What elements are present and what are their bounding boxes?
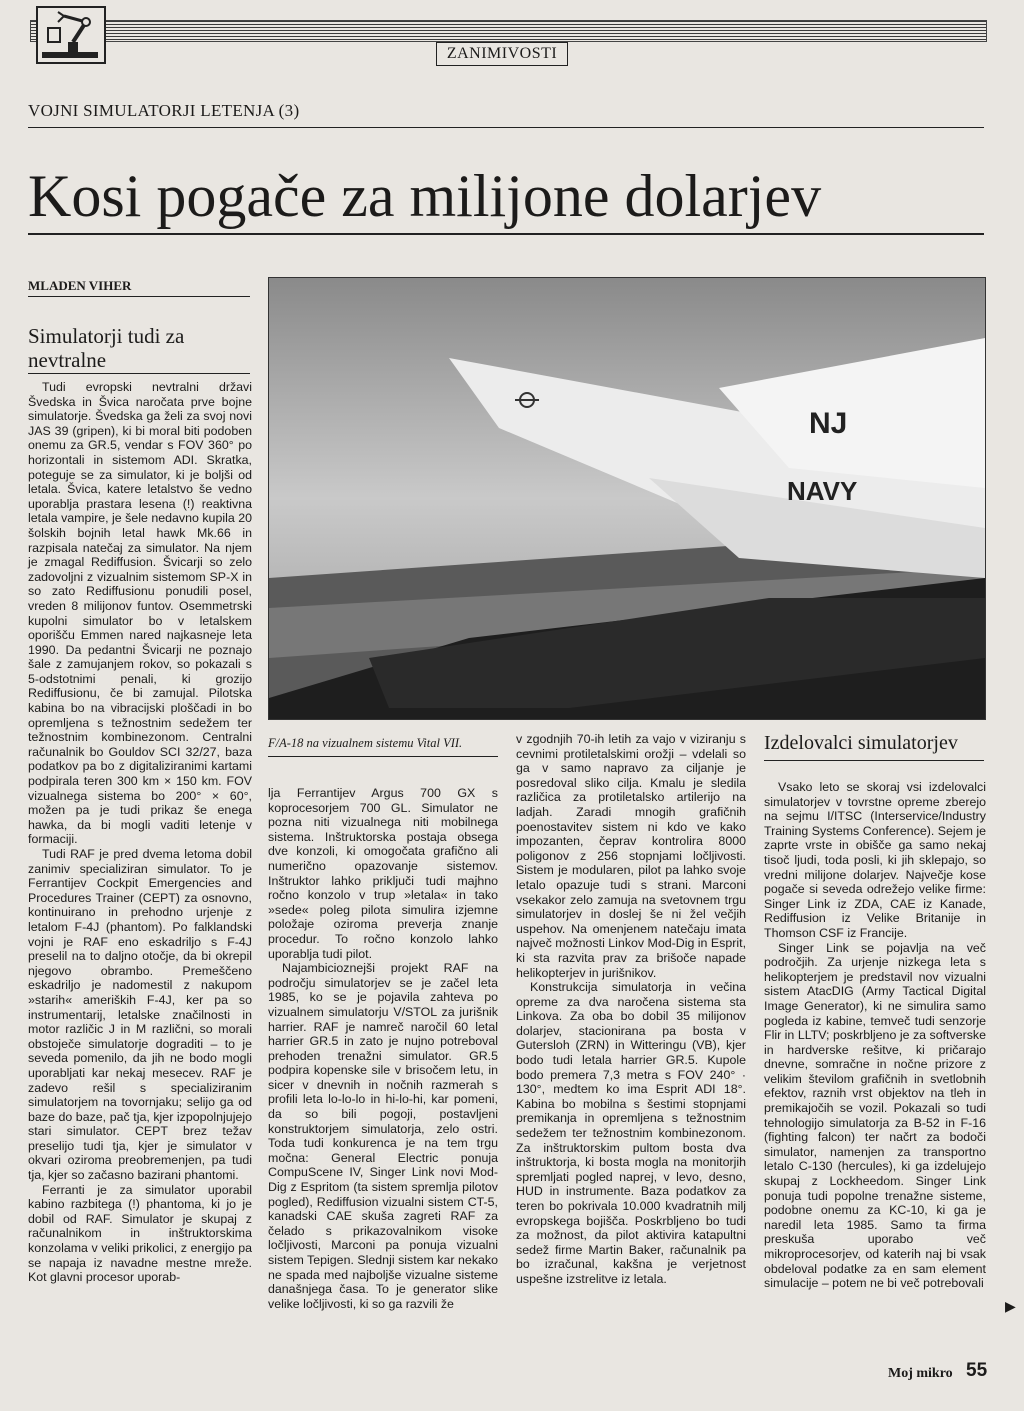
paragraph: Singer Link se pojavlja na več področjih. Za urjenje nizkega leta s helikopterjem je predstavil nov vizualni sistem AtacDIG (Army Tactical Digital Image Generator), ki ne simulira samo pogleda iz kabine, temveč tudi senzorje Flir in LLTV; poskrbljeno je za softverske in hardverske rešitve, ki pričarajo dnevne, somračne in nočne prizore z velikim številom grafičnih in svetlobnih efektov, raznih vrst objektov na tleh in premikajočih se vozil. Pokazali so tudi tehnologijo simulatorja za B-52 in F-16 (fighting falcon) ter načrt za bodoči simulator, namenjen za transportno letalo C-130 (hercules), ki ga izdelujejo skupaj z Lockheedom. Singer Link ponuja tudi popolne trenažne sisteme, podobne onemu za KC-10, ki ga je naredil leta 1985. Samo ta firma preskuša uporabo več mikroprocesorjev, od katerih naj bi vsak obdeloval podatke za en sam element simulacije – potem ne bi več potrebovali (764, 940, 986, 1291)
page-number: 55 (966, 1360, 988, 1381)
paragraph: lja Ferrantijev Argus 700 GX s koprocesorjem 700 GL. Simulator ne pozna niti vizualnega niti mobilnega sistema. Inštruktorska postaja obsega dve konzoli, ki omogočata grafično ali numerično opazovanje sistemov. Inštruktor lahko priključi tudi majhno ročno konzolo v trup »letala« in tako »sede« poleg pilota simulira izjemne položaje oziroma preverja znanje procedur. To ročno konzolo lahko uporablja tudi pilot. (268, 786, 498, 961)
tail-marking-nj: NJ (809, 407, 848, 440)
robot-arm-logo-icon (36, 6, 106, 64)
paragraph: Vsako leto se skoraj vsi izdelovalci simulatorjev v tovrstne opreme zberejo na sejmu I/ITSC (Interservice/Industry Training Systems Conference). Sejem je zaprte vrste in obišče ga samo nekaj tisoč ljudi, toda posli, ki jih sklepajo, so vredni milijone dolarjev. Največje kose pogače si seveda odrežejo velike firme: Singer Link iz ZDA, CAE iz Kanade, Rediffusion iz Velike Britanije in Thomson CSF iz Francije. (764, 780, 986, 940)
aircraft-photo (268, 277, 986, 720)
author-name: MLADEN VIHER (28, 278, 132, 293)
paragraph: Tudi evropski nevtralni državi Švedska in Švica naročata prve bojne simulatorje. Švedska ga želi za svoj novi JAS 39 (gripen), ki bi moral biti podoben onemu za GR.5, vendar s FOV 360° po horizontali in sistemom ADI. Skratka, poteguje se za simulator, ki je boljši od letala. Švica, katere letalstvo še vedno uporablja prastara lesena (!) reaktivna letala vampire, je šele nedavno kupila 20 šolskih bojnih letal hawk Mk.66 in razpisala natečaj za simulator. Na njem je zmagal Rediffusion. Švicarji so zelo zadovoljni z vizualnim sistemom SP-X in so zato Rediffusionu ponudili posel, vreden 8 milijonov funtov. Osemmetrski kupolni simulator bo v letalskem oporišču Emmen nared najkasneje leta 1990. Da pedantni Švicarji ne poznajo šale z zamujanjem rokov, so pokazali s 5-odstotnimi penali, ki grozijo Rediffusionu, če bi zamujal. Pilotska kabina bo na vibracijski ploščadi in bo opremljena s težnostnim sedežem ter težnostnim kombinezonom. Centralni računalnik bo Gouldov SCI 32/27, baza podatkov pa bo z digitaliziranimi kartami podpirala teren 300 km × 150 km. FOV vizualnega sistema bo 200° × 60°, možen pa je tudi prikaz še enega hawka, da bi mogli vaditi letenje v formaciji. (28, 380, 252, 847)
headline: Kosi pogače za milijone dolarjev (28, 163, 822, 229)
column-1 (28, 380, 252, 1285)
sidebar-rule (764, 760, 984, 761)
paragraph: Konstrukcija simulatorja in večina opreme za dva naročena sistema sta Linkova. Za oba bo dobil 35 milijonov dolarjev, stacionirana pa bosta v Gutersloh (ZRN) in Witteringu (VB), kjer bodo tudi letala harrier GR.5. Kupole bodo premera 7,3 metra s FOV 240° · 130°, medtem ko ima Esprit ADI 18°. Kabina bo mobilna s šestimi stopnjami premikanja in opremljena s težnostnim sedežem ter težnostnim kombinezonom. Za inštruktorskim pultom bosta dva inštruktorja, ki bosta mogla na monitorjih spremljati pogled naprej, v levo, desno, HUD in instrumente. Baza podatkov za teren bo pokrivala 10.000 kvadratnih milj evropskega bojišča. Poskrbljeno bo tudi za možnost, da pilot aktivira katapultni sedež firme Martin Baker, računalnik pa bo izračunal, kakšna je verjetnost uspešne izstrelitve iz letala. (516, 980, 746, 1286)
column-4 (764, 780, 986, 1291)
kicker-heading: Simulatorji tudi za nevtralne (28, 324, 185, 372)
series-title: VOJNI SIMULATORJI LETENJA (3) (28, 101, 300, 120)
paragraph: Ferranti je za simulator uporabil kabino razbitega (!) phantoma, ki jo je dobil od RAF. Simulator je skupaj z računalnikom in inštruktorskima konzolama v veliki prikolici, z energijo pa se napaja iz navadne mestne mreže. Kot glavni procesor uporab- (28, 1182, 252, 1285)
continue-arrow-icon: ▶ (1005, 1298, 1016, 1314)
section-tag: ZANIMIVOSTI (436, 42, 568, 66)
series-rule (28, 127, 984, 128)
paragraph: Tudi RAF je pred dvema letoma dobil zanimiv specializiran simulator. To je Ferrantijev Cockpit Emergencies and Procedures Trainer (CEPT) za osnovno, kontinuirano in prehodno urjenje z letalom F-4J (phantom). Po falklandski vojni je RAF eno eskadriljo s F-4J preselil na to daljno otočje, da bi okrepil njegovo obrambo. Premeščeno eskadriljo je nadomestil z nakupom »starih« ameriških F-4J, ker pa so instrumentarij, letalske značilnosti in motor različic J in M različni, so morali obstoječe simulatorje dograditi – to je seveda pomenilo, da jih ne bodo mogli uporabljati kar nekaj mesecev. RAF je zadevo rešil s specializiranim simulatorjem na tovornjaku; selijo ga od baze do baze, pač tja, kjer izpopolnjujejo stari simulator. CEPT brez težav preselijo tudi tja, kjer je simulator v okvari oziroma preobremenjen, pa tudi tja, kjer so začasno bazirani phantomi. (28, 847, 252, 1183)
column-2 (268, 786, 498, 1311)
column-3 (516, 732, 746, 1287)
magazine-name: Moj mikro (888, 1366, 953, 1381)
paragraph: v zgodnjih 70-ih letih za vajo v viziranju s cevnimi protiletalskimi orožji – vdelali so ga v samo napravo za ciljanje je posredoval sliko cilja. Kmalu je sledila različica za protiletalsko artilerijo na ladjah. Zaradi mnogih grafičnih poenostavitev sistem ni kdo ve kako impozanten, čeprav kontrolira 8000 poligonov z 256 stopnjami ločljivosti. Sistem je modularen, pilot pa lahko svoje letalo opazuje tudi s strani. Marconi vsekakor zelo zamuja na svetovnem trgu simulatorjev in doslej še ni žel večjih uspehov. Na omenjenem natečaju imata največ možnosti Linkov Mod-Dig in Esprit, ki sta razvita prav za brišoče napade helikopterjev in jurišnikov. (516, 732, 747, 980)
caption-rule (268, 756, 498, 757)
headline-rule (28, 233, 984, 235)
sidebar-heading: Izdelovalci simulatorjev (764, 732, 958, 754)
paragraph: Najambicioznejši projekt RAF na področju simulatorjev se je začel leta 1985, ko se je pojavila zahteva po vizualnem simulatorju V/STOL za jurišnik harrier. RAF je namreč naročil 60 letal harrier GR.5 in zato je nujno potreboval prehoden trenažni simulator. GR.5 podpira kopenske sile v brisočem letu, in sicer v dnevnih in nočnih razmerah s profili leta lo-lo-lo in hi-lo-hi, kar pomeni, da so bili pogoji, postavljeni konstruktorjem simulatorja, zelo ostri. Toda tudi konkurenca je na tem trgu močna: General Electric ponuja CompuScene IV, Singer Link novi Mod-Dig z Espritom (ta sistem spremlja pilotov pogled), Rediffusion vizualni sistem CT-5, kanadski CAE skuša zagreti RAF za čelado s prikazovalnikom visoke ločljivosti, Marconi pa ponuja vizualni sistem Tepigen. Slednji sistem kar nekako ne spada med najboljše vizualne sisteme današnjega časa. To je generator slike velike ločljivosti, ki so ga razvili že (268, 961, 498, 1311)
kicker-rule (28, 373, 250, 374)
author-rule (28, 296, 250, 297)
header-stripe (30, 20, 987, 42)
tail-marking-navy: NAVY (787, 476, 858, 506)
photo-caption: F/A-18 na vizualnem sistemu Vital VII. (268, 736, 463, 750)
